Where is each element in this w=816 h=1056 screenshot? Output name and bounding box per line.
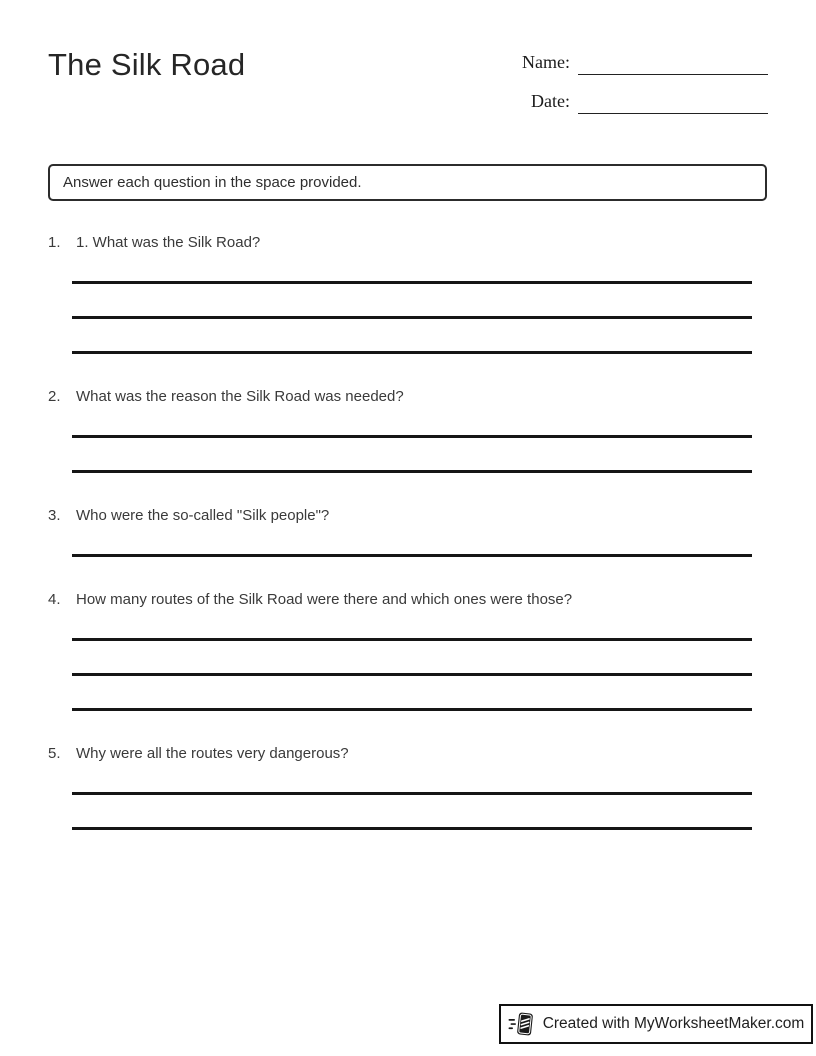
answer-line: [72, 554, 752, 557]
date-label: Date:: [531, 91, 570, 111]
questions-list: [48, 233, 768, 863]
name-blank-line: [578, 54, 768, 75]
question-text: Who were the so-called "Silk people"?: [76, 507, 330, 524]
date-field-row: [522, 91, 768, 114]
answer-lines: [72, 638, 752, 711]
question-block: [48, 506, 768, 557]
question-text: Why were all the routes very dangerous?: [76, 745, 349, 762]
answer-line: [72, 792, 752, 795]
answer-line: [72, 351, 752, 354]
answer-lines: [72, 435, 752, 473]
question-number: 3.: [48, 507, 61, 524]
answer-line: [72, 470, 752, 473]
answer-line: [72, 708, 752, 711]
answer-line: [72, 638, 752, 641]
question-text: How many routes of the Silk Road were there and which ones were those?: [76, 591, 573, 608]
date-blank-line: [578, 93, 768, 114]
question-block: [48, 590, 768, 711]
credit-text: Created with MyWorksheetMaker.com: [542, 1015, 805, 1032]
question-number: 5.: [48, 745, 61, 762]
answer-line: [72, 281, 752, 284]
answer-lines: [72, 281, 752, 354]
question-head: [48, 387, 768, 407]
question-number: 2.: [48, 388, 61, 405]
instructions-box: [48, 164, 767, 201]
question-block: [48, 387, 768, 473]
credit-badge: [499, 1004, 813, 1044]
answer-line: [72, 316, 752, 319]
header-fields: [522, 52, 768, 130]
instructions-text: Answer each question in the space provided.: [63, 174, 362, 191]
question-head: [48, 590, 768, 610]
page-title: The Silk Road: [48, 47, 246, 82]
question-block: [48, 233, 768, 354]
answer-line: [72, 673, 752, 676]
question-text: What was the reason the Silk Road was needed?: [76, 388, 404, 405]
question-block: [48, 744, 768, 830]
answer-lines: [72, 554, 752, 557]
name-label: Name:: [522, 52, 570, 72]
answer-lines: [72, 792, 752, 830]
question-number: 1.: [48, 234, 61, 251]
answer-line: [72, 827, 752, 830]
question-text: 1. What was the Silk Road?: [76, 234, 261, 251]
question-head: [48, 506, 768, 526]
question-head: [48, 744, 768, 764]
question-head: [48, 233, 768, 253]
worksheet-maker-logo-icon: [508, 1011, 534, 1037]
name-field-row: [522, 52, 768, 75]
question-number: 4.: [48, 591, 61, 608]
answer-line: [72, 435, 752, 438]
